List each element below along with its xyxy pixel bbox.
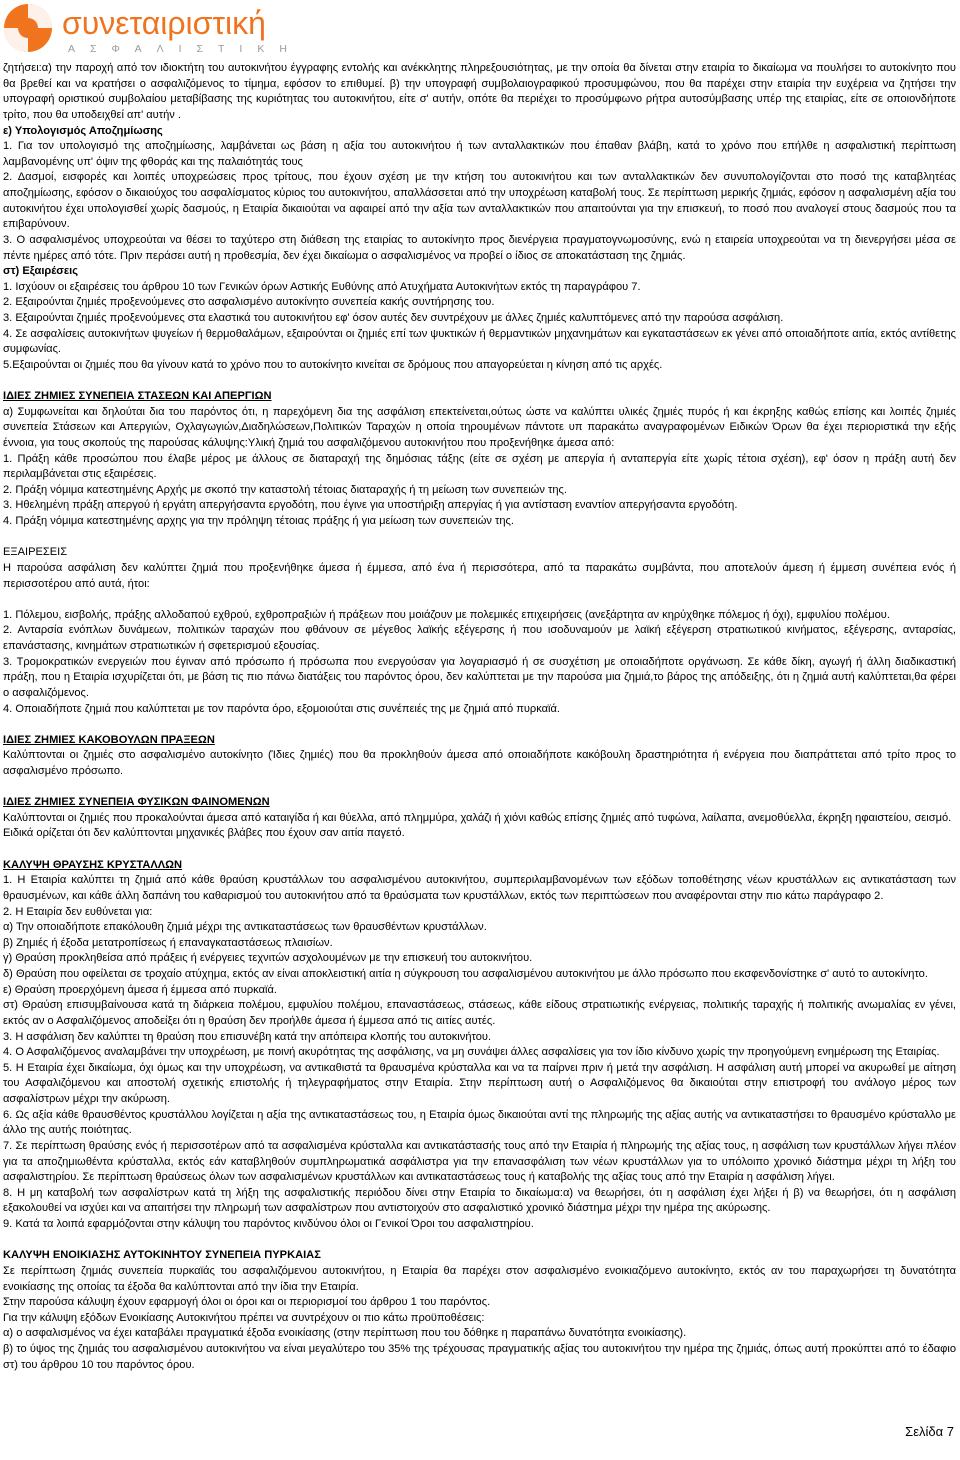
paragraph: 2. Ανταρσία ενόπλων δυνάμεων, πολιτικών ταραχών που φθάνουν σε μέγεθος λαϊκής εξέγερσης ή που ισοδυναμούν με λαϊκή εξέγερση στρατιωτικού κινήματος, εξέγερσης, ανταρσίας, επανάστασης, κινημάτων στρατιωτικών ή σφετερισμού εξουσίας. — [3, 624, 956, 653]
paragraph: Σε περίπτωση ζημιάς συνεπεία πυρκαϊάς του ασφαλιζόμενου αυτοκινήτου, η Εταιρία θα παρέχει στον ασφαλισμένο ενοικιαζόμενο αυτοκίνητο, εκτός αν του παραχωρήσει τη δυνατότητα ενοικίασης της οποίας τα έξοδα θα καλύπτονται από την ίδια την Εταιρία. — [3, 1264, 956, 1293]
paragraph: α) Την οποιαδήποτε επακόλουθη ζημιά μέχρι της αντικαταστάσεως των θραυσθέντων κρυστάλλων. — [3, 921, 487, 934]
paragraph: 1. Πράξη κάθε προσώπου που έλαβε μέρος με άλλους σε διαταραχή της δημόσιας τάξης (είτε σε σχέση με απεργία ή ανταπεργία είτε χωρίς τέτοια σχέση), εφ' όσον η πράξη αυτή δεν περιλαμβάνεται στις εξαιρέσεις. — [3, 452, 956, 481]
paragraph: 1. Ισχύουν οι εξαιρέσεις του άρθρου 10 των Γενικών όρων Αστικής Ευθύνης από Ατυχήματα Αυτοκινήτων εκτός τη παραγράφου 7. — [3, 280, 641, 293]
paragraph: 2. Δασμοί, εισφορές και λοιπές υποχρεώσεις προς τρίτους, που έχουν σχέση με την κτήση του αυτοκινήτου και των ανταλλακτικών δεν συνυπολογίζονται στο ποσό της καταβλητέας αποζημίωσης, εφόσον ο δικαιούχος του ασφαλίσματος κύριος του αυτοκινήτου, απαλλάσσεται από την υποχρέωση καταβολή τους. Σε περίπτωση μερικής ζημιάς, εφόσον η ασφαλισμένη αξία του αυτοκινήτου έχει υπολογισθεί χωρίς δασμούς, η Εταιρία δικαιούται να αφαιρεί από την αξία των ανταλλακτικών που απαιτούνται για την επισκευή, το ποσό που αναλογεί στους δασμούς που τα επιβαρύνουν. — [3, 171, 956, 231]
section-heading: ΙΔΙΕΣ ΖΗΜΙΕΣ ΣΥΝΕΠΕΙΑ ΦΥΣΙΚΩΝ ΦΑΙΝΟΜΕΝΩΝ — [3, 796, 270, 809]
spacer — [3, 530, 956, 546]
paragraph: Καλύπτονται οι ζημιές στο ασφαλισμένο αυτοκίνητο (Ίδιες ζημιές) που θα προκληθούν άμεσα από οποιαδήποτε κακόβουλη δραστηριότητα ή ενέργεια που διαπράττεται από τρίτο προς το ασφαλισμένο πρόσωπο. — [3, 749, 956, 777]
paragraph: 3. Η ασφάλιση δεν καλύπτει τη θραύση που επισυνέβη κατά την απόπειρα κλοπής του αυτοκινήτου. — [3, 1030, 492, 1043]
section-heading: στ) Εξαιρέσεις — [3, 265, 78, 278]
section-heading: ΙΔΙΕΣ ΖΗΜΙΕΣ ΚΑΚΟΒΟΥΛΩΝ ΠΡΑΞΕΩΝ — [3, 733, 215, 746]
logo-subtitle: ΑΣΦΑΛΙΣΤΙΚΗ — [68, 43, 302, 55]
paragraph: 3. Τρομοκρατικών ενεργειών που έγιναν από πρόσωπο ή πρόσωπα που ενεργούσαν για λογαριασμό ή σε συσχέτιση με οποιαδήποτε οργάνωση. Σε κάθε δίκη, αγωγή ή άλλη διαδικαστική πράξη, που η Εταιρία ισχυρίζεται ότι, με βάση τις πιο πάνω διατάξεις του παρόντος όρου, δεν καλύπτεται με την παρούσα μια ζημιά,το βάρος της απόδειξης, ότι η ζημιά αυτή καλύπτεται,θα φέρει ο ασφαλιζόμενος. — [3, 655, 956, 699]
paragraph: 3. Εξαιρούνται ζημιές προξενούμενες στα ελαστικά του αυτοκινήτου εφ' όσον αυτές δεν συντρέχουν με άλλες ζημιές καλυπτόμενες από την παρούσα ασφάλιση. — [3, 312, 784, 324]
paragraph: στ) Θραύση επισυμβαίνουσα κατά τη διάρκεια πολέμου, εμφυλίου πολέμου, επαναστάσεως, στάσεως, κάθε είδους στρατιωτικής ενέργειας, πολιτικής ταραχής ή πολιτικής ανωμαλίας εν γένει, εκτός αν ο Ασφαλιζόμενος αποδείξει ότι η θραύση δεν προήλθε άμεσα ή έμμεσα από τις αιτίες αυτές. — [3, 999, 956, 1027]
paragraph: 1. Πόλεμου, εισβολής, πράξης αλλοδαπού εχθρού, εχθροπραξιών ή πράξεων που μοιάζουν με πολεμικές επιχειρήσεις (ανεξάρτητα αν κηρύχθηκε πόλεμος ή όχι), εμφυλίου πολέμου. — [3, 608, 890, 621]
paragraph: 9. Κατά τα λοιπά εφαρμόζονται στην κάλυψη του παρόντος κινδύνου όλοι οι Γενικοί Όροι του ασφαλιστηρίου. — [3, 1218, 534, 1231]
company-logo — [0, 0, 340, 58]
paragraph: 8. Η μη καταβολή των ασφαλίστρων κατά τη λήξη της ασφαλιστικής περιόδου δίνει στην Εταιρία το δικαίωμα:α) να θεωρήσει, ότι η ασφάλιση έχει λήξει ή β) να θεωρήσει, ότι η ασφάλιση εξακολουθεί να ισχύει και να απαιτήσει την πληρωμή των ασφαλίστρων που αντιστοιχούν στο ασφαλιστικό χρονικό διάστημα μέχρι την ημέρα της ακύρωσης. — [3, 1186, 956, 1215]
paragraph: ε) Θραύση προερχόμενη άμεσα ή έμμεσα από πυρκαϊά. — [3, 983, 277, 996]
paragraph: δ) Θραύση που οφείλεται σε τροχαίο ατύχημα, εκτός αν είναι αποκλειστική αιτία η σύγκρουση του ασφαλισμένου αυτοκινήτου με άλλο πρόσωπο που εκσφενδονίστηκε σ' αυτό το αυτοκίνητο. — [3, 968, 928, 981]
page-number: Σελίδα 7 — [905, 1424, 954, 1439]
paragraph: 7. Σε περίπτωση θραύσης ενός ή περισσοτέρων από τα ασφαλισμένα κρύσταλλα και αντικατάστασής τους από την Εταιρία ή πληρωμής της αξίας τους, η ασφάλιση των κρυστάλλων λήγει πλέον για τα αποζημιωθέντα κρύσταλλα, εκτός εάν καταβληθούν συμπληρωματικά ασφάλιστρα για την επανασφάλιση των νέων κρυστάλλων για το υπόλοιπο χρονικό διάστημα μέχρι τη λήξη του ασφαλιστηρίου. Σε περίπτωση θραύσεως όλων των ασφαλισμένων κρυστάλλων και αντικαταστάσεως τους ή καταβολής της αξίας τους από την Εταιρία η ασφάλιση λήγει. — [3, 1139, 956, 1184]
paragraph: 4. Σε ασφαλίσεις αυτοκινήτων ψυγείων ή θερμοθαλάμων, εξαιρούνται οι ζημιές επί των ψυκτικών ή θερμαντικών μηχανημάτων και εγκαταστάσεων εκ γένει από οποιαδήποτε αιτία, εκτός αντίθετης συμφωνίας. — [3, 327, 956, 356]
paragraph: Για την κάλυψη εξόδων Ενοικίασης Αυτοκινήτου πρέπει να συντρέχουν οι πιο κάτω προϋποθέσεις: — [3, 1311, 485, 1324]
paragraph: 5.Εξαιρούνται οι ζημιές που θα γίνουν κατά το χρόνο που το αυτοκίνητο κινείται σε δρόμους που απαγορεύεται η κίνηση από τις αρχές. — [3, 358, 663, 371]
section-heading: ε) Υπολογισμός Αποζημίωσης — [3, 124, 163, 137]
document-body — [3, 61, 956, 1373]
paragraph: 3. Ηθελημένη πράξη απεργού ή εργάτη απεργήσαντα εργοδότη, που έγινε για υποστήριξη απεργίας ή για αντίσταση εναντίον απεργήσαντα εργοδότη. — [3, 499, 738, 512]
paragraph: Ειδικά ορίζεται ότι δεν καλύπτονται μηχανικές βλάβες που έχουν σαν αιτία παγετό. — [3, 827, 405, 840]
section-heading: ΚΑΛΥΨΗ ΘΡΑΥΣΗΣ ΚΡΥΣΤΑΛΛΩΝ — [3, 858, 183, 871]
paragraph: ζητήσει:α) την παροχή από τον ιδιοκτήτη του αυτοκινήτου έγγραφης εντολής και ανέκκλητης πληρεξουσιότητας, με την οποία θα δίνεται στην εταιρία το δικαίωμα να πουλήσει το αυτοκίνητο που θα βρεθεί και να κρατήσει ο ασφαλιζόμενος το τίμημα, εφόσον το επιθυμεί. β) την υπογραφή συμβολαιογραφικού προσυμφώνου, που θα παρέχει στην εταιρία την ευχέρεια να ζητήσει την υπογραφή οριστικού συμβολαίου μεταβίβασης της κυριότητας του αυτοκινήτου, είτε σ' αυτήν, οπότε θα περιέχει το προσύμφωνο ρήτρα αυτοσύμβασης υπέρ της εταιρίας, είτε σε οποιονδήποτε τρίτο, που θα υποδειχθεί απ' αυτήν . — [3, 62, 956, 121]
spacer — [3, 592, 956, 608]
paragraph: 4. Ο Ασφαλιζόμενος αναλαμβάνει την υποχρέωση, με ποινή ακυρότητας της ασφάλισης, να μη συνάψει άλλες ασφαλίσεις για τον ίδιο κίνδυνο χωρίς την προηγούμενη ενημέρωση της Εταιρίας. — [3, 1046, 940, 1059]
paragraph: 2. Εξαιρούνται ζημιές προξενούμενες στο ασφαλισμένο αυτοκίνητο συνεπεία κακής συντήρησης του. — [3, 296, 495, 309]
spacer — [3, 780, 956, 796]
paragraph: α) Συμφωνείται και δηλούται δια του παρόντος ότι, η παρεχόμενη δια της ασφάλιση επεκτείνεται,ούτως ώστε να καλύπτει υλικές ζημιές πυρός ή και έκρηξης καθώς επίσης και λοιπές ζημιές συνεπεία Στάσεων και Απεργιών, Οχλαγωγιών,Διαδηλώσεων,Πολιτικών Ταραχών η οποία τηρουμένων πάντοτε υπ παρακάτω αναγραφομένων Ειδικών Όρων θα έχει περιοριστικά την εξής έννοια, για τους σκοπούς της παρούσας κάλυψης:Υλική ζημιά του ασφαλιζόμενου αυτοκινήτου που προξενήθηκε άμεσα από: — [3, 405, 956, 449]
spacer — [3, 717, 956, 733]
section-heading: ΕΞΑΙΡΕΣΕΙΣ — [3, 546, 68, 559]
section-heading: ΙΔΙΕΣ ΖΗΜΙΕΣ ΣΥΝΕΠΕΙΑ ΣΤΑΣΕΩΝ ΚΑΙ ΑΠΕΡΓΙΩΝ — [3, 390, 272, 403]
paragraph: Η παρούσα ασφάλιση δεν καλύπτει ζημιά που προξενήθηκε άμεσα ή έμμεσα, από ένα ή περισσότερα, από τα παρακάτω συμβάντα, που αποτελούν άμεση ή έμμεση συνέπεια ενός ή περισσοτέρου από αυτά, ήτοι: — [3, 561, 956, 590]
logo-wordmark: συνεταιριστική — [62, 5, 266, 41]
paragraph: 5. Η Εταιρία έχει δικαίωμα, όχι όμως και την υποχρέωση, να αντικαθιστά τα θραυσμένα κρύσταλλα και να τα παίρνει πριν ή μετά την ασφάλιση. Η ασφάλιση αυτή μπορεί να ακυρωθεί με αίτηση του Ασφαλιζόμενου και αποστολή σχετικής επιστολής ή τηλεγραφήματος στην Εταιρία. Στην περίπτωση αυτή ο Ασφαλιζόμενος θα δικαιούται στην επιστροφή του ανάλογο μέρος των ασφαλίστρων μέχρι την ακύρωση. — [3, 1061, 956, 1106]
paragraph: Στην παρούσα κάλυψη έχουν εφαρμογή όλοι οι όροι και οι περιορισμοί του άρθρου 1 του παρόντος. — [3, 1296, 491, 1309]
paragraph: 4. Οποιαδήποτε ζημιά που καλύπτεται με τον παρόντα όρο, εξομοιούται στις συνέπειές της με ζημιά από πυρκαϊά. — [3, 702, 561, 715]
section-heading: ΚΑΛΥΨΗ ΕΝΟΙΚΙΑΣΗΣ ΑΥΤΟΚΙΝΗΤΟΥ ΣΥΝΕΠΕΙΑ ΠΥΡΚΑΙΑΣ — [3, 1249, 321, 1262]
paragraph: 1. Για τον υπολογισμό της αποζημίωσης, λαμβάνεται ως βάση η αξία του αυτοκινήτου ή των ανταλλακτικών που έπαθαν βλάβη, κατά το χρόνο που επήλθε η ασφαλιστική περίπτωση λαμβανομένης υπ' όψιν της φθοράς και της παλαιότητάς τους — [3, 140, 956, 168]
paragraph: α) ο ασφαλισμένος να έχει καταβάλει πραγματικά έξοδα ενοικίασης (στην περίπτωση που του δόθηκε η παραπάνω δυνατότητα ενοικίασης). — [3, 1327, 687, 1340]
paragraph: β) Ζημιές ή έξοδα μετατροπίσεως ή επαναγκαταστάσεως πλαισίων. — [3, 936, 333, 949]
paragraph: 6. Ως αξία κάθε θραυσθέντος κρυστάλλου λογίζεται η αξία της αντικαταστάσεως του, η Εταιρία όμως δικαιούται αντί της πληρωμής της αξίας αυτής να αντικαταστήσει το θραυσμένο κρύσταλλο με άλλο της αυτής ποιότητας. — [3, 1108, 956, 1137]
paragraph: 1. Η Εταιρία καλύπτει τη ζημιά από κάθε θραύση κρυστάλλων του ασφαλισμένου αυτοκινήτου, συμπεριλαμβανομένων των εξόδων τοποθέτησης νέων κρυστάλλων εις αντικατάσταση των θραυσμένων, και κάθε άλλη δαπάνη του καθαρισμού του αυτοκινήτου από τα θραύσματα των κρυστάλλων, εκτός των περιπτώσεων που αναφέρονται στην πιο κάτω παράγραφο 2. — [3, 874, 956, 902]
paragraph: 2. Πράξη νόμιμα κατεστημένης Αρχής με σκοπό την καταστολή τέτοιας διαταραχής ή τη μείωση των συνεπειών της. — [3, 483, 567, 496]
paragraph: Καλύπτονται οι ζημιές που προκαλούνται άμεσα από καταιγίδα ή και θύελλα, από πλημμύρα, χαλάζι ή χιόνι καθώς επίσης ζημιές από τυφώνα, λαίλαπα, ανεμοθύελλα, έκρηξη ηφαιστείου, σεισμό. — [3, 811, 952, 824]
paragraph: γ) Θραύση προκληθείσα από πράξεις ή ενέργειες τεχνιτών ασχολουμένων με την επισκευή του αυτοκινήτου. — [3, 952, 533, 965]
paragraph: β) το ύψος της ζημιάς του ασφαλισμένου αυτοκινήτου να είναι μεγαλύτερο του 35% της τρέχουσας πραγματικής αξίας του αυτοκινήτου την ημέρα της ζημιάς, όπως αυτή προκύπτει από το έδαφιο στ) του άρθρου 10 του παρόντος όρου. — [3, 1343, 956, 1371]
paragraph: 4. Πράξη νόμιμα κατεστημένης αρχης για την πρόληψη τέτοιας πράξης ή για μείωση των συνεπειών της. — [3, 515, 514, 528]
paragraph: 2. Η Εταιρία δεν ευθύνεται για: — [3, 905, 153, 918]
spacer — [3, 842, 956, 858]
paragraph: 3. Ο ασφαλισμένος υποχρεούται να θέσει το ταχύτερο στη διάθεση της εταιρίας το αυτοκίνητο προς διενέργεια πραγματογνωμοσύνης, ενώ η εταιρεία υποχρεούται να τη διενεργήσει μέσα σε πέντε ημέρες από τότε. Πριν περάσει αυτή η προθεσμία, δεν έχει δικαίωμα ο ασφαλισμένος να προβεί ο ίδιος σε αποκατάσταση της ζημιάς. — [3, 233, 956, 262]
spacer — [3, 1233, 956, 1249]
logo-mark — [0, 0, 340, 58]
spacer — [3, 374, 956, 390]
